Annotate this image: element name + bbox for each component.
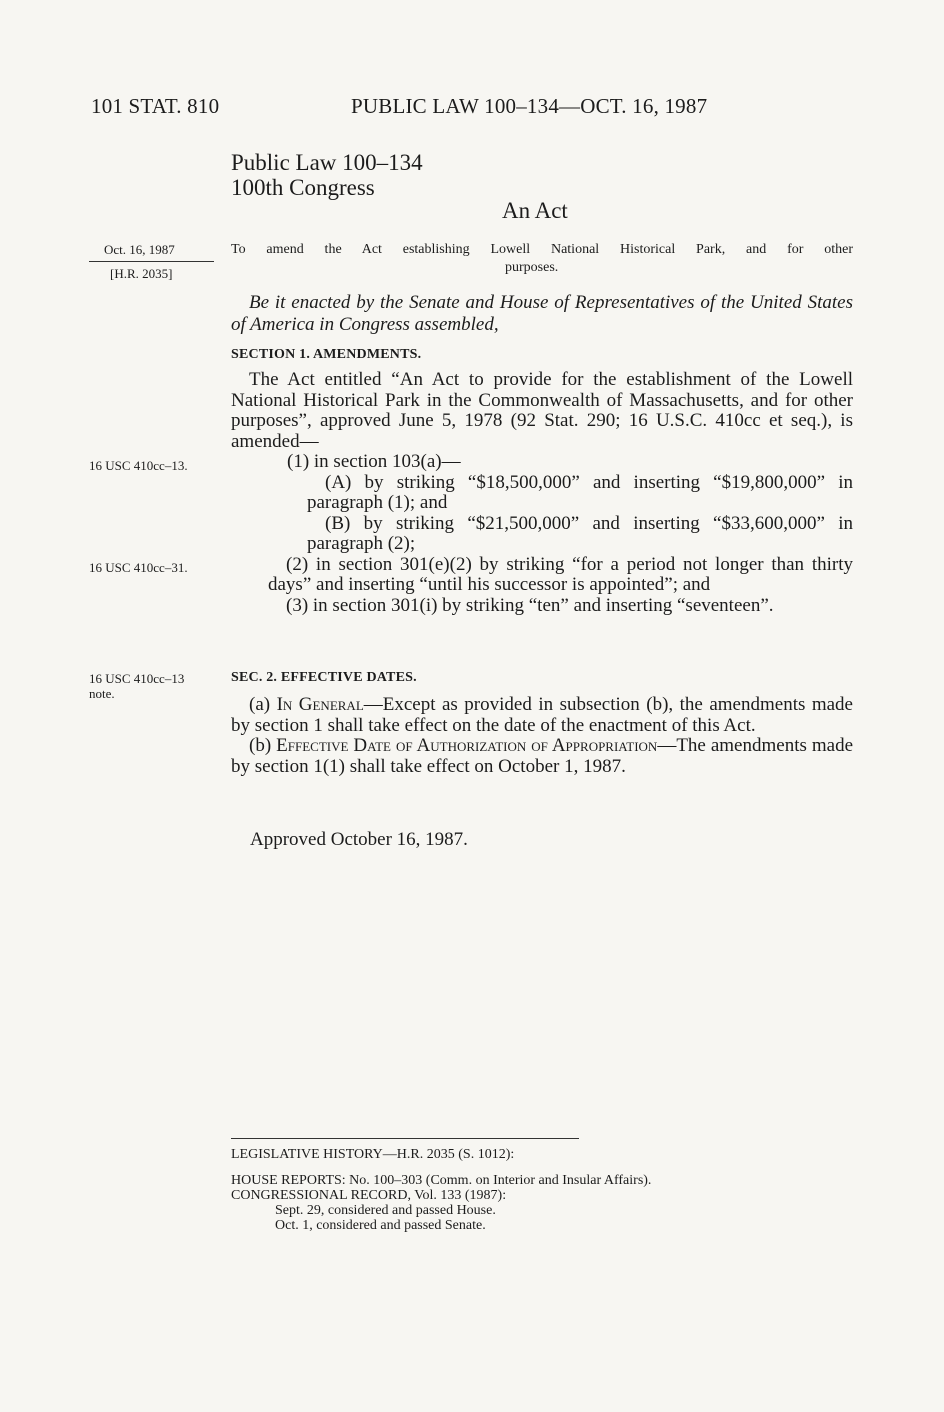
section-2-subsection-a: (a) In General—Except as provided in subsection (b), the amendments made by section 1 shall take effect on the date of the enactment of this Act. (231, 694, 853, 736)
section-1-item-1A: (A) by striking “$18,500,000” and inserting “$19,800,000” in paragraph (1); and (307, 471, 853, 513)
margin-bill-number: [H.R. 2035] (110, 266, 173, 281)
section-1-body (231, 370, 853, 616)
section-2-heading: SEC. 2. EFFECTIVE DATES. (231, 670, 417, 685)
record-entry-house: Sept. 29, considered and passed House. (275, 1203, 496, 1218)
stat-page-number: 101 STAT. 810 (91, 94, 220, 118)
running-title: PUBLIC LAW 100–134—OCT. 16, 1987 (351, 94, 708, 118)
section-1-heading: SECTION 1. AMENDMENTS. (231, 347, 422, 362)
section-2-subsection-b: (b) Effective Date of Authorization of Appropriation—The amendments made by section 1(1) shall take effect on October 1, 1987. (231, 735, 854, 777)
house-reports: HOUSE REPORTS: No. 100–303 (Comm. on Interior and Insular Affairs). (231, 1173, 652, 1188)
record-entry-senate: Oct. 1, considered and passed Senate. (275, 1218, 486, 1233)
purpose-line-2: purposes. (505, 260, 559, 275)
congressional-record: CONGRESSIONAL RECORD, Vol. 133 (1987): (231, 1188, 507, 1203)
approval-date: Approved October 16, 1987. (250, 829, 468, 850)
section-1-item-2: (2) in section 301(e)(2) by striking “for a period not longer than thirty days” and inserting “until his successor is appointed”; and (268, 553, 853, 595)
act-label: An Act (502, 198, 568, 223)
purpose-line-1: To amend the Act establishing Lowell National Historical Park, and for other (231, 242, 853, 257)
footnote-rule (231, 1138, 579, 1139)
legislative-history-title: LEGISLATIVE HISTORY—H.R. 2035 (S. 1012): (231, 1147, 515, 1162)
margin-cite-410cc-13-note: 16 USC 410cc–13 note. (89, 671, 185, 701)
section-1-item-3: (3) in section 301(i) by striking “ten” and inserting “seventeen”. (286, 594, 774, 616)
margin-cite-410cc-31: 16 USC 410cc–31. (89, 560, 188, 575)
section-1-intro: The Act entitled “An Act to provide for the establishment of the Lowell National Historical Park in the Commonwealth of Massachusetts, and for other purposes”, approved June 5, 1978 (92 Stat. 290; 16 U.S.C. 410cc et seq.), is amended— (231, 369, 853, 452)
law-number: Public Law 100–134 (231, 150, 423, 175)
congress-number: 100th Congress (231, 175, 375, 200)
section-1-item-1: (1) in section 103(a)— (287, 451, 461, 472)
margin-divider (89, 261, 214, 262)
section-1-item-1B: (B) by striking “$21,500,000” and inserting “$33,600,000” in paragraph (2); (307, 512, 853, 554)
enacting-clause: Be it enacted by the Senate and House of Representatives of the United States of America in Congress assembled, (231, 292, 853, 335)
margin-date: Oct. 16, 1987 (104, 242, 175, 257)
margin-cite-410cc-13: 16 USC 410cc–13. (89, 458, 188, 473)
section-2-body (231, 695, 853, 777)
